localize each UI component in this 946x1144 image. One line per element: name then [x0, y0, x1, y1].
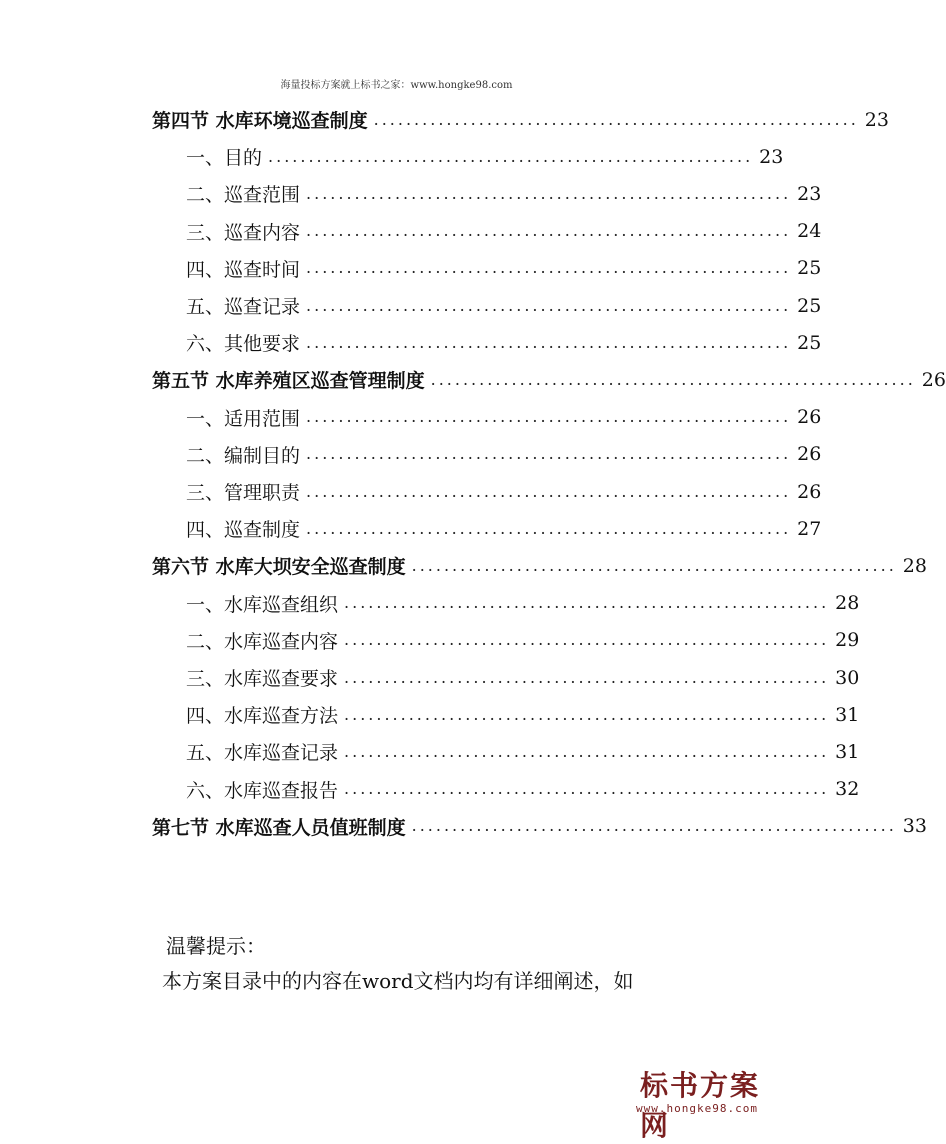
toc-entry-label: 第四节 水库环境巡查制度 [152, 110, 368, 132]
toc-entry-label: 一、适用范围 [186, 407, 301, 430]
toc-page-number: 24 [797, 220, 822, 243]
toc-page-number: 29 [835, 629, 860, 652]
toc-entry-label: 二、水库巡查内容 [186, 630, 339, 653]
toc-dot-leader: ............................................................ [306, 407, 792, 427]
toc-dot-leader: ............................................................ [306, 518, 792, 538]
toc-entry-label: 第六节 水库大坝安全巡查制度 [152, 556, 406, 579]
tip-title: 温馨提示： [166, 934, 266, 958]
toc-subsection-entry[interactable] [0, 696, 860, 733]
toc-subsection-entry[interactable] [0, 622, 860, 659]
toc-dot-leader: ............................................................ [306, 183, 792, 203]
toc-subsection-entry[interactable] [0, 585, 860, 622]
toc-entry-label: 第七节 水库巡查人员值班制度 [152, 816, 406, 839]
toc-page-number: 23 [759, 145, 784, 168]
logo-url: www.hongke98.com [636, 1102, 758, 1115]
toc-entry-label: 三、管理职责 [186, 482, 301, 504]
toc-entry-label: 四、巡查制度 [186, 519, 301, 542]
toc-dot-leader: ............................................................ [430, 369, 916, 389]
toc-dot-leader: ............................................................ [411, 555, 897, 575]
toc-dot-leader: ............................................................ [344, 779, 830, 799]
toc-subsection-entry[interactable] [0, 175, 822, 212]
toc-entry-label: 六、其他要求 [186, 333, 301, 356]
toc-entry-label: 四、巡查时间 [186, 258, 301, 281]
logo-title: 标书方案网 [640, 1069, 761, 1142]
toc-page-number: 33 [902, 815, 927, 838]
toc-dot-leader: ............................................................ [268, 146, 754, 166]
toc-dot-leader: ............................................................ [344, 704, 830, 724]
toc-dot-leader: ............................................................ [373, 109, 859, 129]
toc-dot-leader: ............................................................ [306, 481, 792, 501]
toc-dot-leader: ............................................................ [306, 258, 792, 278]
toc-dot-leader: ............................................................ [306, 221, 792, 241]
toc-dot-leader: ............................................................ [306, 444, 792, 464]
toc-page-number: 25 [797, 294, 822, 317]
toc-entry-label: 三、巡查内容 [186, 221, 301, 244]
toc-section-entry[interactable] [0, 808, 927, 845]
toc-subsection-entry[interactable] [0, 250, 822, 287]
toc-subsection-entry[interactable] [0, 659, 860, 696]
toc-page-number: 26 [797, 480, 822, 503]
toc-page-number: 23 [864, 108, 889, 131]
toc-entry-label: 二、编制目的 [186, 444, 301, 467]
toc-page-number: 31 [835, 703, 860, 726]
toc-page-number: 28 [835, 592, 860, 615]
toc-page-number: 32 [835, 778, 860, 801]
toc-section-entry[interactable] [0, 361, 946, 398]
header-watermark: 海量投标方案就上标书之家：www.hongke98.com [280, 80, 513, 91]
toc-subsection-entry[interactable] [0, 436, 822, 473]
toc-entry-label: 四、水库巡查方法 [186, 705, 339, 728]
toc-subsection-entry[interactable] [0, 733, 860, 770]
site-logo [632, 1064, 784, 1142]
toc-dot-leader: ............................................................ [411, 816, 897, 836]
toc-section-entry[interactable] [0, 547, 927, 584]
toc-subsection-entry[interactable] [0, 138, 784, 175]
toc-entry-label: 一、目的 [186, 147, 263, 170]
toc-subsection-entry[interactable] [0, 213, 822, 250]
toc-subsection-entry[interactable] [0, 287, 822, 324]
toc-subsection-entry[interactable] [0, 399, 822, 436]
toc-dot-leader: ............................................................ [306, 332, 792, 352]
toc-dot-leader: ............................................................ [344, 630, 830, 650]
toc-dot-leader: ............................................................ [344, 741, 830, 761]
toc-page-number: 28 [902, 554, 927, 577]
toc-dot-leader: ............................................................ [344, 593, 830, 613]
toc-page-number: 26 [797, 443, 822, 466]
toc-page-number: 25 [797, 257, 822, 280]
toc-subsection-entry[interactable] [0, 473, 822, 510]
toc-entry-label: 一、水库巡查组织 [186, 593, 339, 616]
toc-dot-leader: ............................................................ [344, 667, 830, 687]
toc-page-number: 27 [797, 517, 822, 540]
toc-subsection-entry[interactable] [0, 324, 822, 361]
toc-subsection-entry[interactable] [0, 771, 860, 808]
toc-entry-label: 五、巡查记录 [186, 296, 301, 318]
tip-text: 本方案目录中的内容在word文档内均有详细阐述，如 [162, 969, 634, 993]
toc-dot-leader: ............................................................ [306, 295, 792, 315]
toc-subsection-entry[interactable] [0, 510, 822, 547]
toc-page-number: 26 [921, 368, 946, 391]
toc-page-number: 30 [835, 666, 860, 689]
toc-page-number: 23 [797, 182, 822, 205]
toc-entry-label: 第五节 水库养殖区巡查管理制度 [152, 370, 425, 393]
toc-page-number: 25 [797, 331, 822, 354]
toc-page-number: 26 [797, 406, 822, 429]
toc-page-number: 31 [835, 740, 860, 763]
toc-section-entry[interactable] [0, 101, 889, 138]
toc-entry-label: 五、水库巡查记录 [186, 742, 339, 765]
toc-entry-label: 六、水库巡查报告 [186, 779, 339, 802]
toc-entry-label: 三、水库巡查要求 [186, 668, 339, 690]
toc-entry-label: 二、巡查范围 [186, 184, 301, 207]
